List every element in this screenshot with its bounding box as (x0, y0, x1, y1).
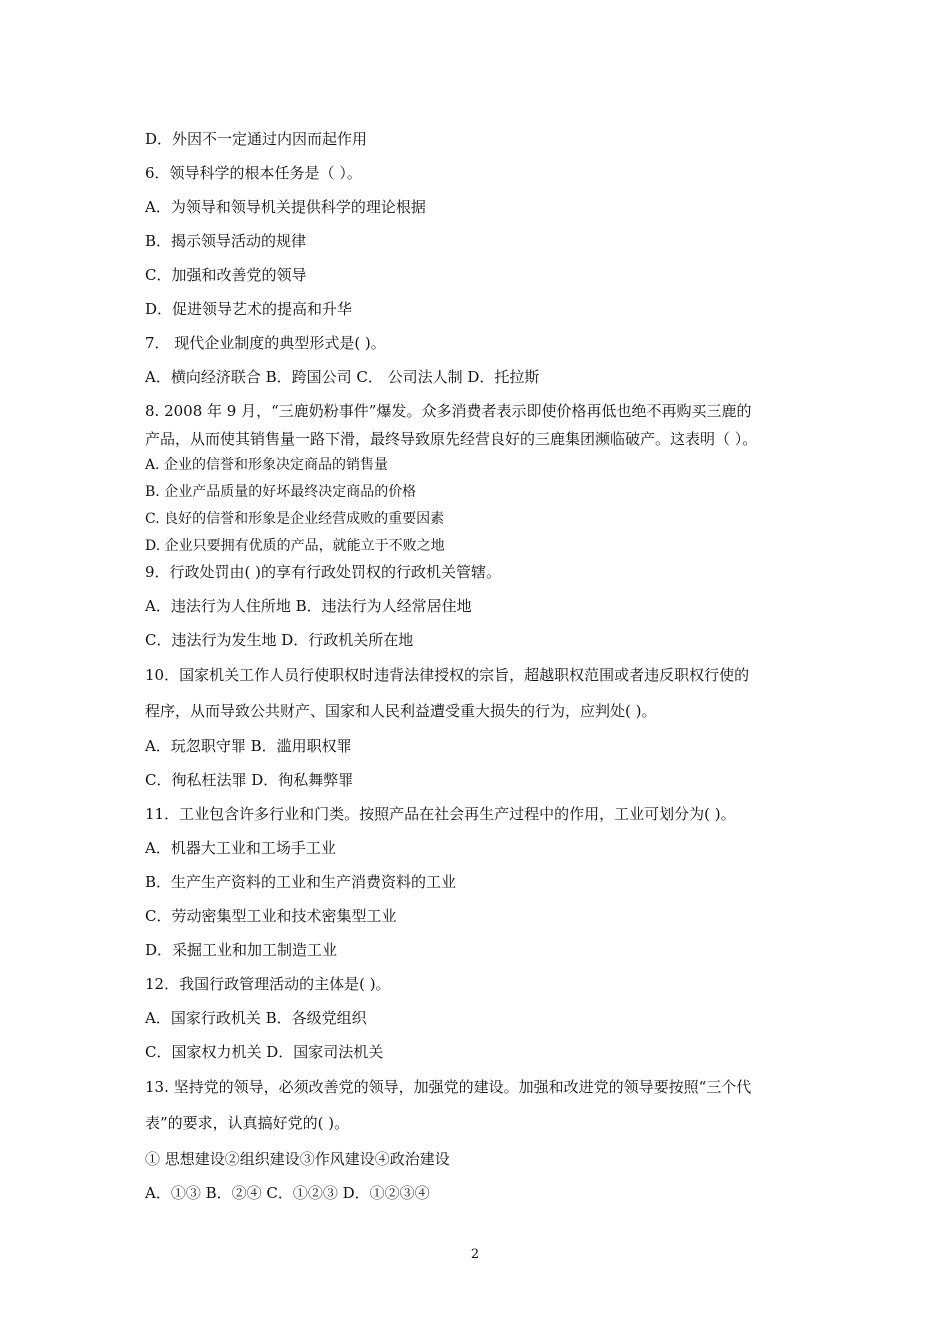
option-8a: A. 企业的信誉和形象决定商品的销售量 (145, 457, 389, 473)
option-8b: B. 企业产品质量的好坏最终决定商品的价格 (145, 484, 417, 500)
option-11a: A．机器大工业和工场手工业 (145, 839, 336, 857)
options-10-ab: A．玩忽职守罪 B．滥用职权罪 (145, 737, 352, 755)
question-7: 7． 现代企业制度的典型形式是( )。 (145, 334, 386, 352)
option-6b: B．揭示领导活动的规律 (145, 232, 307, 250)
option-6d: D．促进领导艺术的提高和升华 (145, 300, 353, 318)
question-13-items: ① 思想建设②组织建设③作风建设④政治建设 (145, 1150, 450, 1168)
option-8c: C. 良好的信誉和形象是企业经营成败的重要因素 (145, 511, 445, 527)
question-11: 11．工业包含许多行业和门类。按照产品在社会再生产过程中的作用，工业可划分为( )。 (145, 805, 736, 823)
question-9: 9．行政处罚由( )的享有行政处罚权的行政机关管辖。 (145, 563, 502, 581)
options-10-cd: C．徇私枉法罪 D．徇私舞弊罪 (145, 771, 354, 789)
question-10-line-1: 10．国家机关工作人员行使职权时违背法律授权的宗旨，超越职权范围或者违反职权行使的 (145, 666, 750, 684)
question-13-line-1: 13. 坚持党的领导，必须改善党的领导，加强党的建设。加强和改进党的领导要按照“三个代 (145, 1078, 752, 1096)
options-7: A．横向经济联合 B．跨国公司 C． 公司法人制 D．托拉斯 (145, 368, 540, 386)
question-8-line-2: 产品，从而使其销售量一路下滑，最终导致原先经营良好的三鹿集团濒临破产。这表明（ ）。 (145, 430, 758, 448)
options-13: A．①③ B．②④ C．①②③ D．①②③④ (145, 1184, 430, 1202)
option-11d: D．采掘工业和加工制造工业 (145, 941, 338, 959)
options-12-ab: A．国家行政机关 B．各级党组织 (145, 1009, 367, 1027)
question-10-line-2: 程序，从而导致公共财产、国家和人民利益遭受重大损失的行为，应判处( )。 (145, 702, 657, 720)
question-6: 6．领导科学的根本任务是（ ）。 (145, 164, 362, 182)
options-12-cd: C．国家权力机关 D．国家司法机关 (145, 1043, 384, 1061)
option-6c: C．加强和改善党的领导 (145, 266, 307, 284)
question-12: 12．我国行政管理活动的主体是( )。 (145, 975, 391, 993)
page-number: 2 (470, 1247, 480, 1262)
options-9-ab: A．违法行为人住所地 B．违法行为人经常居住地 (145, 597, 472, 615)
option-11c: C．劳动密集型工业和技术密集型工业 (145, 907, 397, 925)
option-11b: B．生产生产资料的工业和生产消费资料的工业 (145, 873, 457, 891)
option-5d: D．外因不一定通过内因而起作用 (145, 130, 368, 148)
question-13-line-2: 表”的要求，认真搞好党的( )。 (145, 1114, 350, 1132)
option-8d: D. 企业只要拥有优质的产品，就能立于不败之地 (145, 538, 445, 554)
question-8-line-1: 8. 2008 年 9 月，“三鹿奶粉事件”爆发。众多消费者表示即使价格再低也绝不再购买三鹿的 (145, 402, 752, 420)
option-6a: A．为领导和领导机关提供科学的理论根据 (145, 198, 426, 216)
options-9-cd: C．违法行为发生地 D．行政机关所在地 (145, 631, 414, 649)
